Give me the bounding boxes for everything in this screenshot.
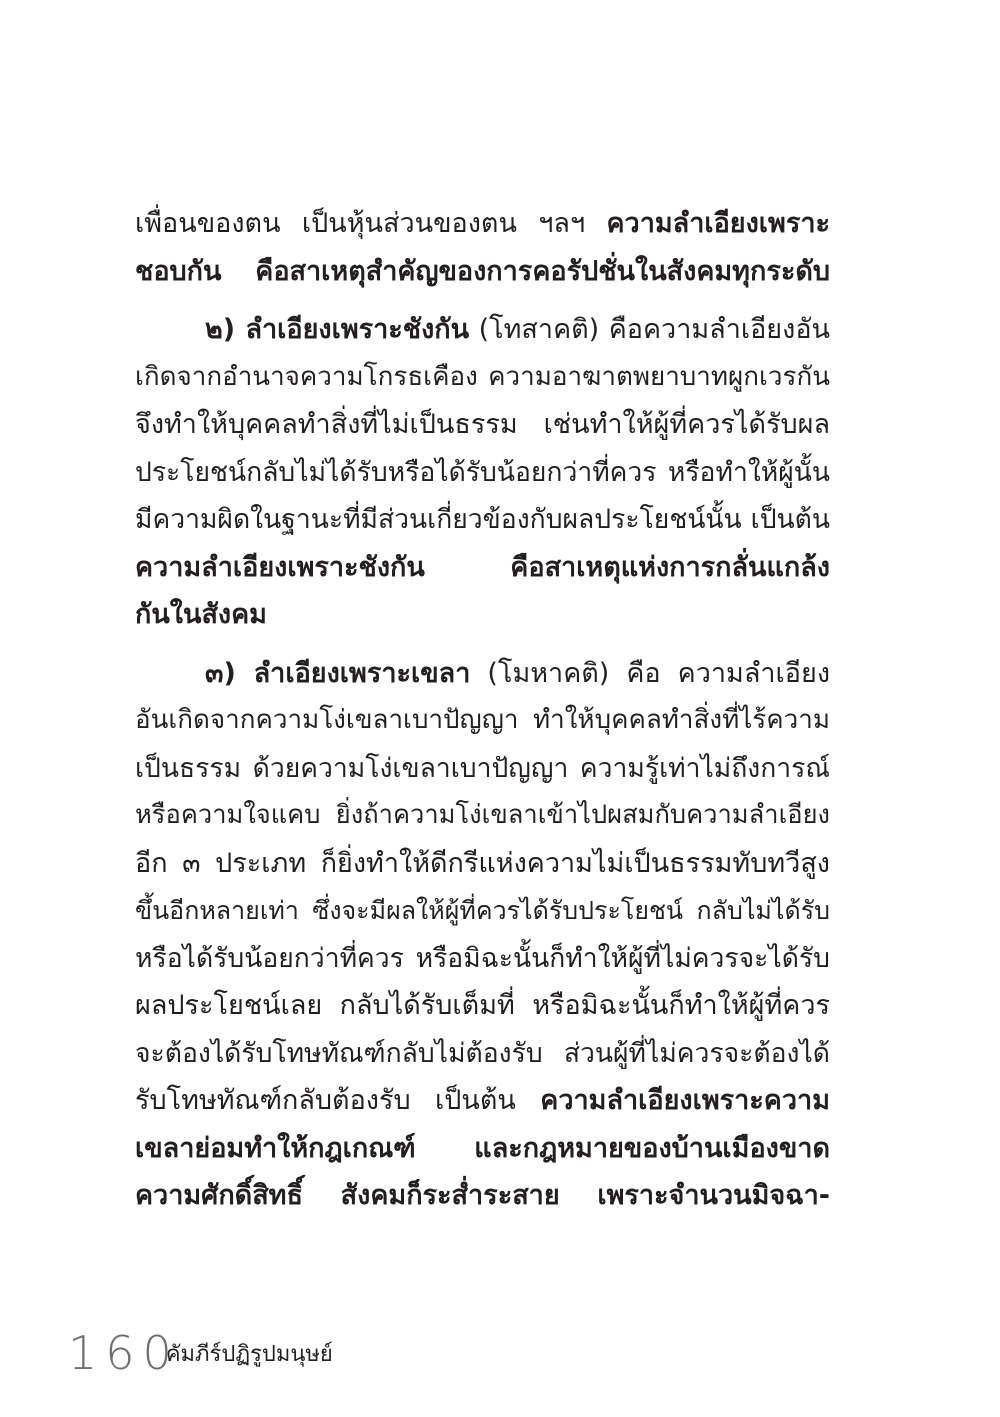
text-line: กันในสังคม	[135, 599, 267, 630]
text-line: จึงทำให้บุคคลทำสิ่งที่ไม่เป็นธรรม เช่นทำให้ผู้ที่ควรได้รับผล	[135, 409, 830, 440]
text-line: ขึ้นอีกหลายเท่า ซึ่งจะมีผลให้ผู้ที่ควรได้รับประโยชน์ กลับไม่ได้รับ	[135, 896, 830, 925]
text-line: เขลาย่อมทำให้กฎเกณฑ์ และกฎหมายของบ้านเมืองขาด	[135, 1132, 830, 1164]
text-line: อันเกิดจากความโง่เขลาเบาปัญญา ทำให้บุคคลทำสิ่งที่ไร้ความ	[135, 705, 830, 735]
text-line: จะต้องได้รับโทษทัณฑ์กลับไม่ต้องรับ ส่วนผู้ที่ไม่ควรจะต้องได้	[135, 1037, 830, 1069]
paragraph-3-start: ๓) ลำเอียงเพราะเขลา (โมหาคติ) คือ ความลำเอียง	[205, 657, 830, 689]
text-line: เพื่อนของตน เป็นหุ้นส่วนของตน ฯลฯ ความลำเอียงเพราะ	[135, 208, 830, 239]
text-line: รับโทษทัณฑ์กลับต้องรับ เป็นต้น ความลำเอียงเพราะความ	[135, 1085, 830, 1116]
body-text	[135, 200, 830, 1220]
text-line: ชอบกัน คือสาเหตุสำคัญของการคอรัปชั่นในสังคมทุกระดับ	[135, 255, 830, 287]
text-line: ประโยชน์กลับไม่ได้รับหรือได้รับน้อยกว่าที่ควร หรือทำให้ผู้นั้น	[135, 456, 830, 488]
text-line: ความลำเอียงเพราะชังกัน คือสาเหตุแห่งการกลั่นแกล้ง	[135, 551, 830, 583]
text-line: หรือความใจแคบ ยิ่งถ้าความโง่เขลาเข้าไปผสมกับความลำเอียง	[135, 800, 830, 830]
text-line: อีก ๓ ประเภท ก็ยิ่งทำให้ดีกรีแห่งความไม่เป็นธรรมทับทวีสูง	[135, 847, 830, 879]
paragraph-2-start: ๒) ลำเอียงเพราะชังกัน (โทสาคติ) คือความลำเอียงอัน	[205, 314, 830, 345]
bold-phrase: ความลำเอียงเพราะ	[606, 208, 830, 239]
bold-phrase: ความลำเอียงเพราะความ	[540, 1085, 830, 1116]
running-title: คัมภีร์ปฏิรูปมนุษย์	[165, 1342, 333, 1367]
item-heading: ๒) ลำเอียงเพราะชังกัน	[205, 314, 470, 345]
text-line: เกิดจากอำนาจความโกรธเคือง ความอาฆาตพยาบาทผูกเวรกัน	[135, 361, 830, 392]
page-footer	[68, 1318, 333, 1378]
page-number: 160	[68, 1326, 180, 1380]
text-line: เป็นธรรม ด้วยความโง่เขลาเบาปัญญา ความรู้เท่าไม่ถึงการณ์	[135, 752, 830, 784]
text-line: หรือได้รับน้อยกว่าที่ควร หรือมิฉะนั้นก็ทำให้ผู้ที่ไม่ควรจะได้รับ	[135, 942, 830, 974]
text-line: ผลประโยชน์เลย กลับได้รับเต็มที่ หรือมิฉะนั้นก็ทำให้ผู้ที่ควร	[135, 990, 830, 1021]
text-line: ความศักดิ์สิทธิ์ สังคมก็ระส่ำระสาย เพราะจำนวนมิจฉา-	[135, 1180, 830, 1211]
item-heading: ๓) ลำเอียงเพราะเขลา	[205, 657, 471, 689]
text-line: มีความผิดในฐานะที่มีส่วนเกี่ยวข้องกับผลประโยชน์นั้น เป็นต้น	[135, 504, 830, 535]
